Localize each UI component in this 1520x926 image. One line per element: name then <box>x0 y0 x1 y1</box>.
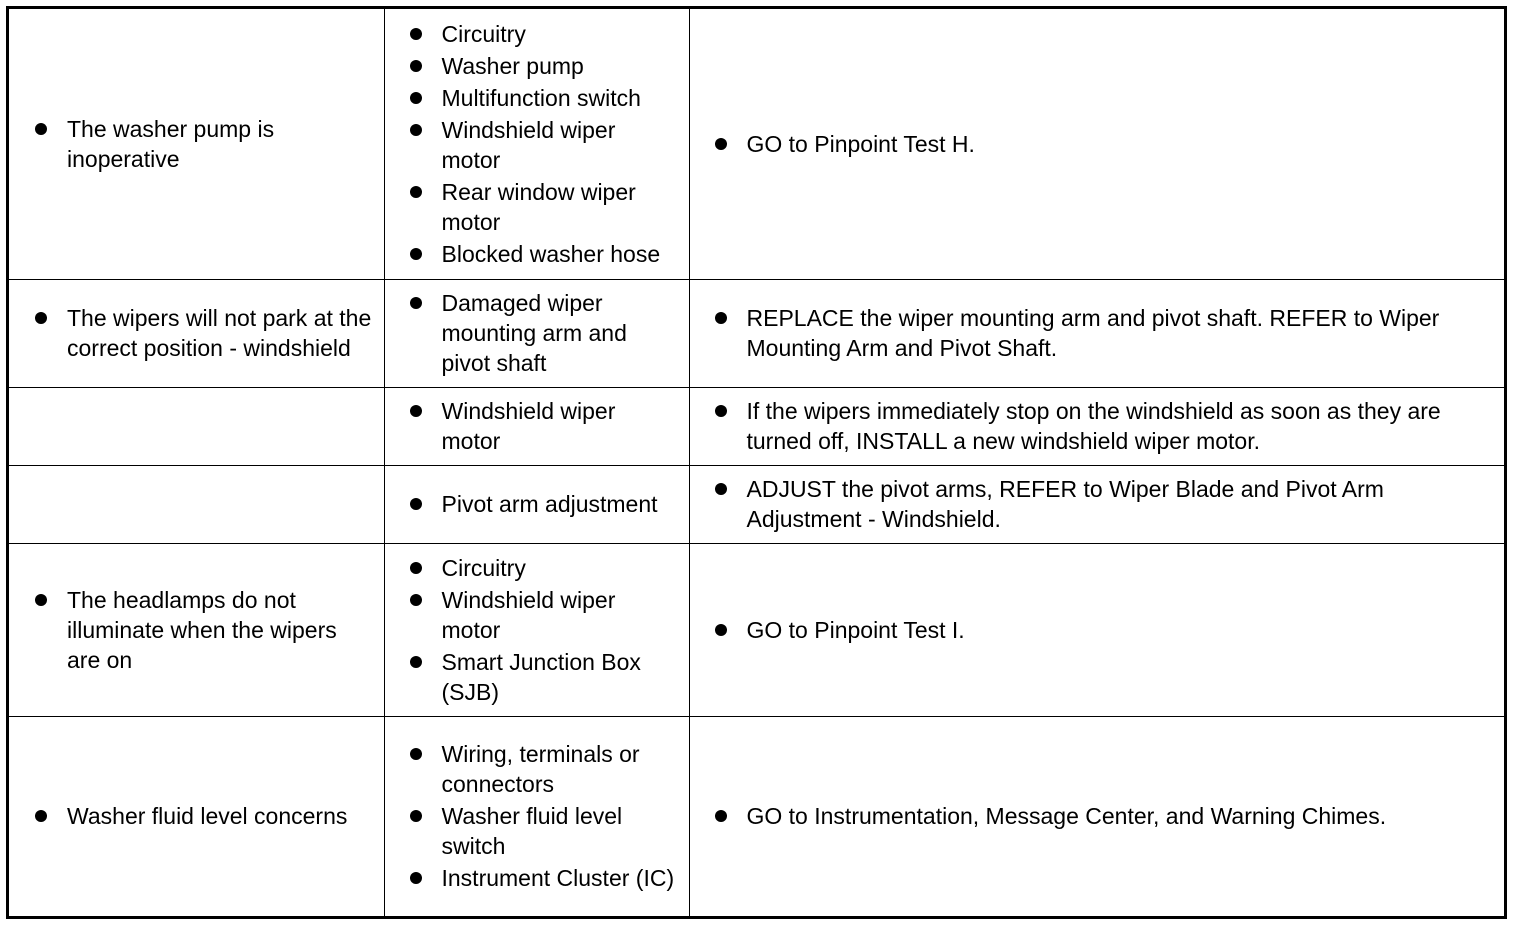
action-cell <box>689 279 1504 387</box>
action-item: If the wipers immediately stop on the windshield as soon as they are turned off, INSTALL a new windshield wiper motor. <box>690 396 1505 456</box>
action-list <box>690 129 1505 159</box>
condition-item: The wipers will not park at the correct position - windshield <box>9 303 384 363</box>
possible-source-cell <box>384 716 689 916</box>
possible-source-item: Washer fluid level switch <box>385 801 689 861</box>
action-cell <box>689 465 1504 543</box>
possible-source-item: Windshield wiper motor <box>385 115 689 175</box>
possible-source-item: Washer pump <box>385 51 689 81</box>
condition-list <box>9 801 384 831</box>
possible-source-item: Instrument Cluster (IC) <box>385 863 689 893</box>
causes-list <box>385 739 689 893</box>
possible-source-item: Circuitry <box>385 553 689 583</box>
possible-source-item: Wiring, terminals or connectors <box>385 739 689 799</box>
action-cell <box>689 543 1504 716</box>
possible-source-cell <box>384 387 689 465</box>
causes-list <box>385 489 689 519</box>
table-row <box>9 543 1504 716</box>
table-body <box>9 9 1504 916</box>
action-item: GO to Instrumentation, Message Center, and Warning Chimes. <box>690 801 1505 831</box>
action-cell <box>689 387 1504 465</box>
action-list <box>690 615 1505 645</box>
causes-list <box>385 396 689 456</box>
condition-cell <box>9 465 384 543</box>
possible-source-item: Smart Junction Box (SJB) <box>385 647 689 707</box>
table-row <box>9 387 1504 465</box>
causes-list <box>385 553 689 707</box>
condition-item: The washer pump is inoperative <box>9 114 384 174</box>
condition-cell <box>9 279 384 387</box>
condition-item: The headlamps do not illuminate when the wipers are on <box>9 585 384 675</box>
action-list <box>690 474 1505 534</box>
possible-source-cell <box>384 465 689 543</box>
action-item: GO to Pinpoint Test H. <box>690 129 1505 159</box>
table-row <box>9 279 1504 387</box>
action-list <box>690 396 1505 456</box>
condition-cell <box>9 543 384 716</box>
action-list <box>690 801 1505 831</box>
action-item: ADJUST the pivot arms, REFER to Wiper Blade and Pivot Arm Adjustment - Windshield. <box>690 474 1505 534</box>
condition-item: Washer fluid level concerns <box>9 801 384 831</box>
action-item: REPLACE the wiper mounting arm and pivot shaft. REFER to Wiper Mounting Arm and Pivot Shaft. <box>690 303 1505 363</box>
condition-list <box>9 303 384 363</box>
table-row <box>9 465 1504 543</box>
condition-cell <box>9 387 384 465</box>
possible-source-item: Multifunction switch <box>385 83 689 113</box>
symptom-chart-table <box>6 6 1507 919</box>
action-item: GO to Pinpoint Test I. <box>690 615 1505 645</box>
possible-source-item: Windshield wiper motor <box>385 585 689 645</box>
possible-source-item: Damaged wiper mounting arm and pivot shaft <box>385 288 689 378</box>
possible-source-item: Blocked washer hose <box>385 239 689 269</box>
possible-source-cell <box>384 279 689 387</box>
condition-cell <box>9 9 384 279</box>
table-row <box>9 716 1504 916</box>
action-list <box>690 303 1505 363</box>
possible-source-item: Pivot arm adjustment <box>385 489 689 519</box>
table-row <box>9 9 1504 279</box>
action-cell <box>689 716 1504 916</box>
causes-list <box>385 288 689 378</box>
possible-source-cell <box>384 543 689 716</box>
causes-list <box>385 19 689 269</box>
symptom-table <box>9 9 1504 916</box>
action-cell <box>689 9 1504 279</box>
condition-cell <box>9 716 384 916</box>
possible-source-cell <box>384 9 689 279</box>
possible-source-item: Windshield wiper motor <box>385 396 689 456</box>
possible-source-item: Circuitry <box>385 19 689 49</box>
condition-list <box>9 114 384 174</box>
possible-source-item: Rear window wiper motor <box>385 177 689 237</box>
condition-list <box>9 585 384 675</box>
